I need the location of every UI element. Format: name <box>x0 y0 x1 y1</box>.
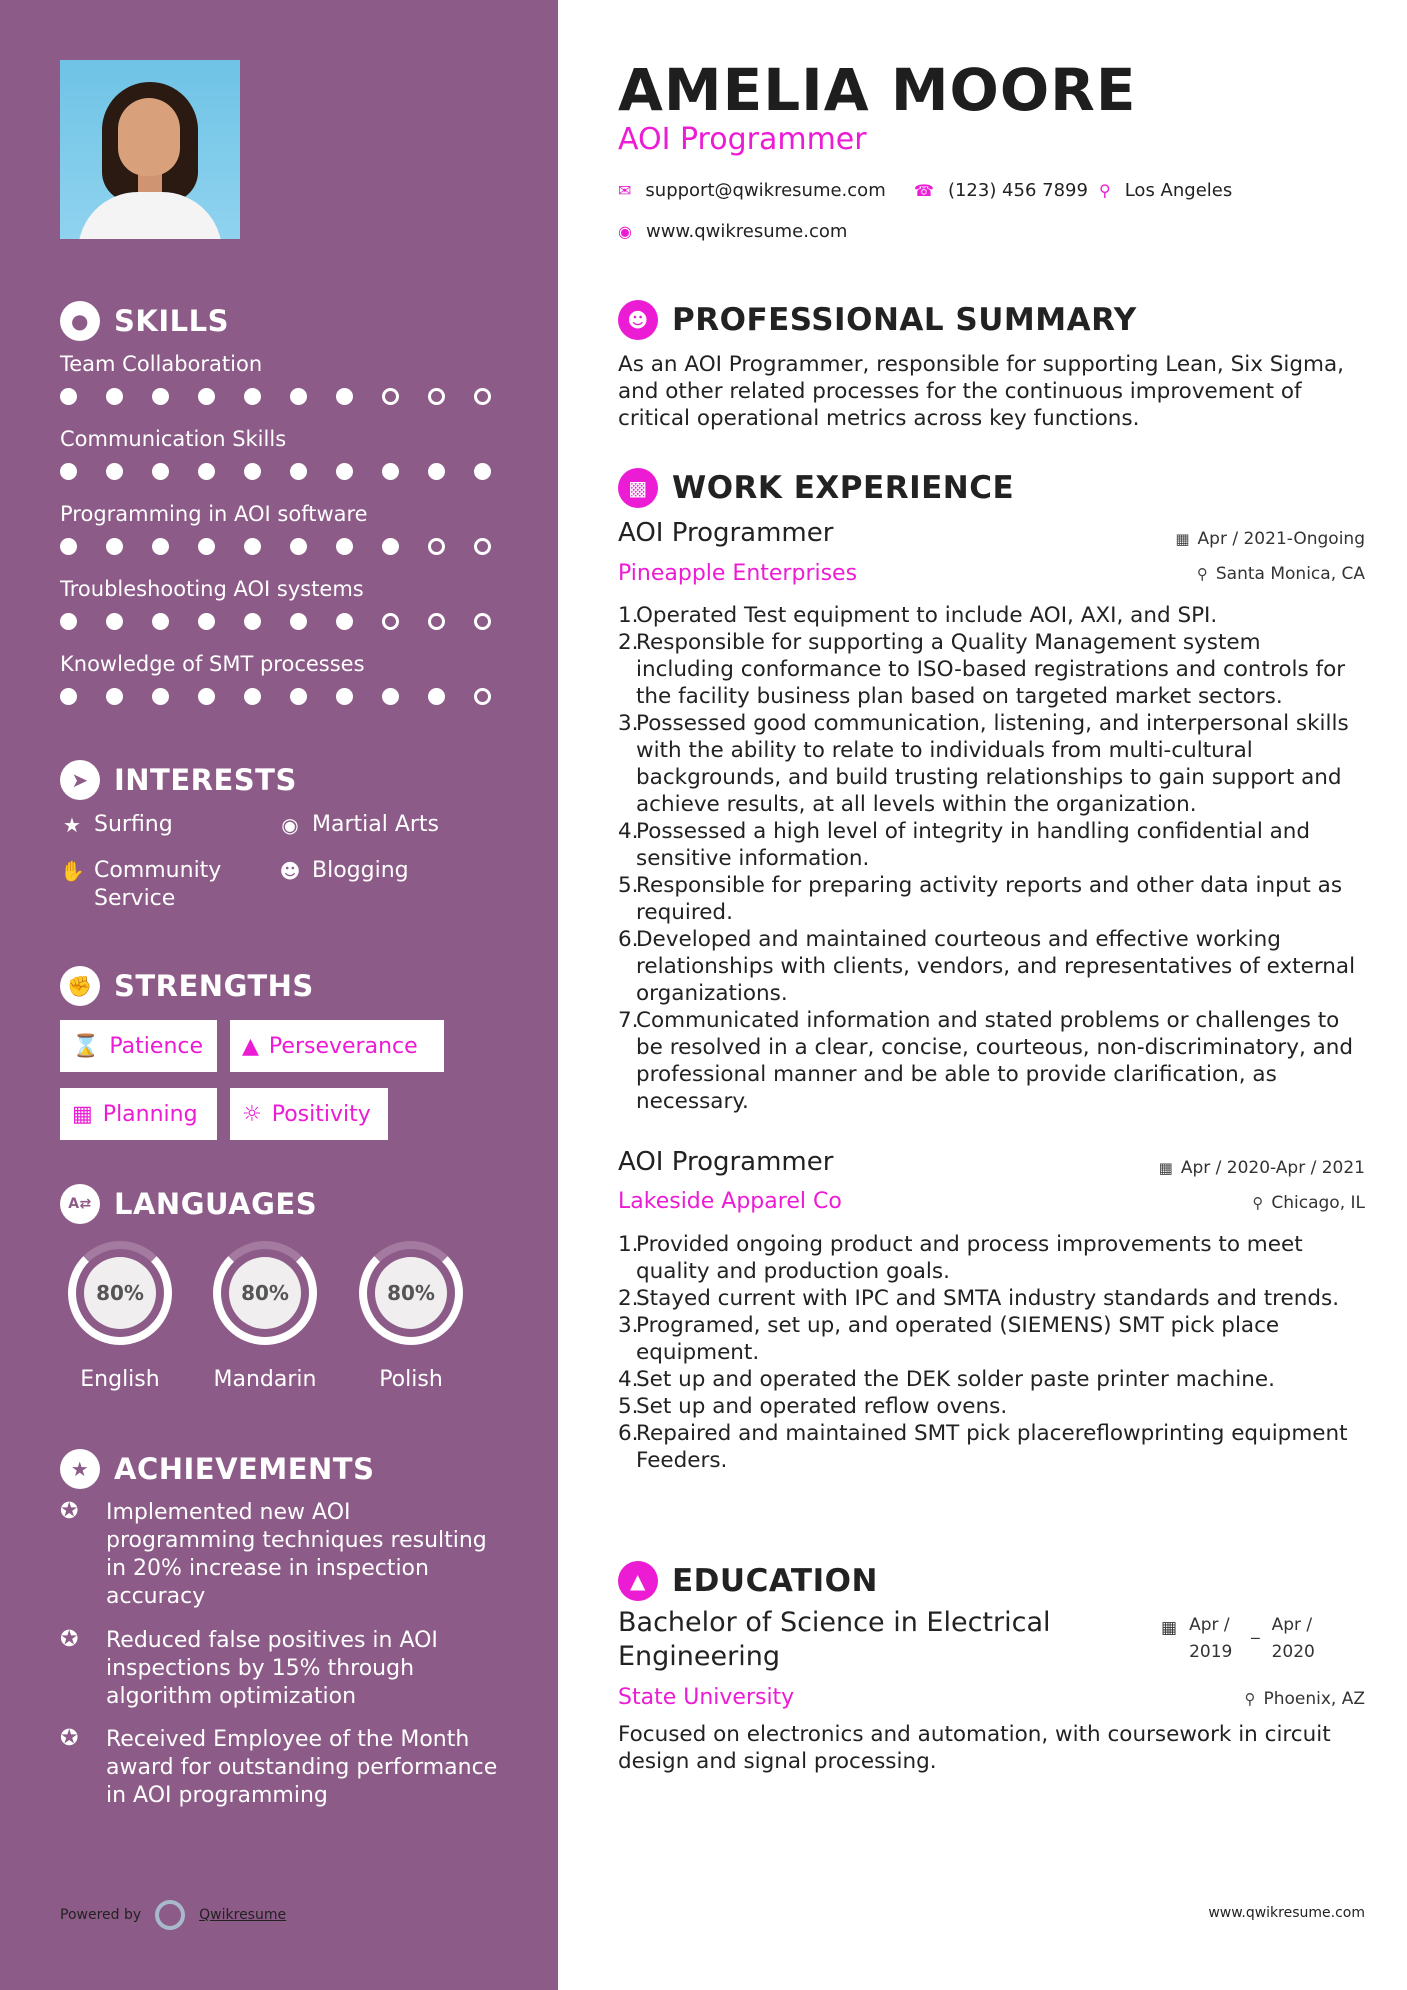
website-text: www.qwikresume.com <box>645 221 848 242</box>
job-location <box>1252 1193 1365 1213</box>
skill-row <box>60 652 500 705</box>
education-title: EDUCATION <box>672 1563 878 1599</box>
rating-dot <box>198 388 215 405</box>
summary-title: PROFESSIONAL SUMMARY <box>672 302 1137 338</box>
achievement-text: Reduced false positives in AOI inspections by 15% through algorithm optimization <box>106 1628 438 1709</box>
job-points <box>618 1231 1363 1474</box>
skill-row <box>60 427 500 480</box>
paper-plane-icon: ➤ <box>60 760 100 800</box>
point-number: 7. <box>618 1008 639 1033</box>
point-text: Provided ongoing product and process improvements to meet quality and production goals. <box>636 1232 1303 1284</box>
point-text: Programed, set up, and operated (SIEMENS) SMT pick place equipment. <box>636 1313 1280 1365</box>
powered-by-label: Powered by <box>60 1907 142 1923</box>
candidate-role: AOI Programmer <box>618 122 867 157</box>
job-point <box>618 1007 1363 1115</box>
point-number: 4. <box>618 1367 639 1392</box>
job-company: Pineapple Enterprises <box>618 561 858 586</box>
job-title: AOI Programmer <box>618 1147 834 1177</box>
user-icon: ☻ <box>618 300 658 340</box>
rating-dot <box>474 538 491 555</box>
strengths-title: STRENGTHS <box>114 969 314 1003</box>
rating-dot <box>60 463 77 480</box>
rating-dot <box>152 688 169 705</box>
strength-chip <box>230 1020 444 1072</box>
skills-title: SKILLS <box>114 304 229 338</box>
point-number: 2. <box>618 1286 639 1311</box>
job-title: AOI Programmer <box>618 518 834 548</box>
phone-icon: ☎ <box>914 181 934 200</box>
interest-item <box>278 857 409 885</box>
photo-shirt <box>78 192 222 239</box>
rating-dot <box>428 538 445 555</box>
rating-dot <box>106 538 123 555</box>
email-text: support@qwikresume.com <box>645 180 886 201</box>
skill-row <box>60 502 500 555</box>
lightbulb-icon: ● <box>60 301 100 341</box>
rating-dot <box>198 688 215 705</box>
job-point <box>618 872 1363 926</box>
calendar-icon: ▦ <box>1158 1159 1173 1177</box>
job-point <box>618 1366 1363 1393</box>
languages-title: LANGUAGES <box>114 1187 318 1221</box>
rating-dot <box>60 613 77 630</box>
rating-dot <box>336 388 353 405</box>
rating-dot <box>152 463 169 480</box>
main-content <box>558 0 1407 1990</box>
strength-chip <box>60 1088 217 1140</box>
point-text: Possessed good communication, listening, and interpersonal skills with the ability to relate to individuals from multi-cultural backgrounds, and build trusting relationships to gain support and achieve results, at all levels within the organization. <box>636 711 1349 817</box>
rating-dot <box>428 613 445 630</box>
rating-dot <box>474 688 491 705</box>
education-location-text: Phoenix, AZ <box>1263 1689 1365 1709</box>
skill-rating <box>60 463 500 480</box>
summary-heading <box>618 300 1137 340</box>
skill-name: Troubleshooting AOI systems <box>60 577 364 601</box>
rating-dot <box>244 613 261 630</box>
job-point <box>618 629 1363 710</box>
achievements-title: ACHIEVEMENTS <box>114 1452 375 1486</box>
point-number: 1. <box>618 1232 639 1257</box>
job-dates-text: Apr / 2020-Apr / 2021 <box>1180 1158 1365 1178</box>
road-icon: ▲ <box>242 1033 259 1059</box>
brand-link[interactable]: Qwikresume <box>199 1907 287 1923</box>
pushpin-icon: ⚲ <box>1244 1690 1256 1708</box>
point-text: Responsible for preparing activity reports and other data input as required. <box>636 873 1343 925</box>
users-icon: ☻ <box>279 859 301 883</box>
language-ring <box>60 1233 180 1353</box>
job-dates <box>1175 529 1365 549</box>
rating-dot <box>382 388 399 405</box>
job-dates-text: Apr / 2021-Ongoing <box>1197 529 1365 549</box>
rating-dot <box>106 463 123 480</box>
powered-by <box>60 1900 286 1930</box>
candidate-name: AMELIA MOORE <box>618 56 1137 124</box>
rating-dot <box>106 388 123 405</box>
sun-icon: ☼ <box>242 1101 262 1127</box>
language-name: English <box>80 1367 160 1392</box>
interest-label: Martial Arts <box>312 812 440 837</box>
rating-dot <box>336 538 353 555</box>
language-percent: 80% <box>375 1257 447 1329</box>
skill-rating <box>60 538 500 555</box>
rating-dot <box>152 538 169 555</box>
rating-dot <box>198 613 215 630</box>
skill-rating <box>60 613 500 630</box>
point-text: Repaired and maintained SMT pick placereflowprinting equipment Feeders. <box>636 1421 1348 1473</box>
interest-label: Community Service <box>94 858 222 911</box>
point-number: 3. <box>618 1313 639 1338</box>
job-point <box>618 1420 1363 1474</box>
rating-dot <box>290 688 307 705</box>
shooting-star-icon: ✪ <box>60 1499 79 1524</box>
pushpin-icon: ⚲ <box>1252 1194 1264 1212</box>
footer-url[interactable]: www.qwikresume.com <box>1208 1905 1365 1921</box>
point-text: Set up and operated the DEK solder paste printer machine. <box>636 1367 1275 1392</box>
rating-dot <box>428 388 445 405</box>
job-company: Lakeside Apparel Co <box>618 1189 842 1214</box>
skill-name: Communication Skills <box>60 427 287 451</box>
location-text: Los Angeles <box>1124 180 1233 201</box>
job-point <box>618 1285 1363 1312</box>
interest-label: Surfing <box>94 812 173 837</box>
rating-dot <box>336 463 353 480</box>
interest-item <box>278 811 439 839</box>
star-badge-icon: ★ <box>60 1449 100 1489</box>
calendar-icon: ▦ <box>72 1101 93 1127</box>
photo-face <box>118 98 180 176</box>
languages-heading <box>60 1184 317 1224</box>
degree-title: Bachelor of Science in Electrical Engineering <box>618 1607 1051 1672</box>
contact-phone[interactable] <box>914 180 1088 201</box>
globe-icon: ◉ <box>618 222 632 241</box>
job-point <box>618 602 1363 629</box>
map-pin-icon: ⚲ <box>1099 181 1111 200</box>
point-number: 6. <box>618 1421 639 1446</box>
rating-dot <box>198 463 215 480</box>
rating-dot <box>60 538 77 555</box>
rating-dot <box>382 463 399 480</box>
achievement-item <box>60 1627 500 1711</box>
phone-text: (123) 456 7899 <box>947 180 1088 201</box>
skill-row <box>60 352 500 405</box>
point-text: Developed and maintained courteous and effective working relationships with clients, vendors, and representatives of external organizations. <box>636 927 1356 1006</box>
rating-dot <box>244 463 261 480</box>
graduation-cap-icon: ▲ <box>618 1561 658 1601</box>
language-item <box>351 1233 471 1392</box>
skill-row <box>60 577 500 630</box>
rating-dot <box>244 538 261 555</box>
interest-item <box>60 857 260 913</box>
globe-icon: ◉ <box>281 813 299 837</box>
skill-name: Programming in AOI software <box>60 502 368 526</box>
rating-dot <box>290 613 307 630</box>
job-point <box>618 1393 1363 1420</box>
summary-text: As an AOI Programmer, responsible for supporting Lean, Six Sigma, and other related processes for the continuous improvement of critical operational metrics across key functions. <box>618 352 1345 431</box>
rating-dot <box>474 463 491 480</box>
rating-dot <box>106 613 123 630</box>
point-number: 5. <box>618 873 639 898</box>
skills-heading <box>60 301 229 341</box>
rating-dot <box>290 463 307 480</box>
achievement-item <box>60 1499 500 1611</box>
shooting-star-icon: ✪ <box>60 1726 79 1751</box>
profile-photo <box>60 60 240 239</box>
point-number: 5. <box>618 1394 639 1419</box>
point-number: 2. <box>618 630 639 655</box>
education-location <box>1244 1689 1365 1709</box>
rating-dot <box>428 688 445 705</box>
point-text: Stayed current with IPC and SMTA industry standards and trends. <box>636 1286 1340 1311</box>
date-separator: _ <box>1251 1620 1260 1640</box>
sidebar <box>0 0 558 1990</box>
point-number: 1. <box>618 603 639 628</box>
rating-dot <box>474 388 491 405</box>
skill-name: Team Collaboration <box>60 352 263 376</box>
point-number: 6. <box>618 927 639 952</box>
rating-dot <box>336 688 353 705</box>
school-name: State University <box>618 1685 795 1710</box>
skill-rating <box>60 688 500 705</box>
interest-label: Blogging <box>312 858 409 883</box>
point-text: Operated Test equipment to include AOI, AXI, and SPI. <box>636 603 1218 628</box>
point-text: Set up and operated reflow ovens. <box>636 1394 1008 1419</box>
rating-dot <box>244 688 261 705</box>
language-percent: 80% <box>229 1257 301 1329</box>
rating-dot <box>382 688 399 705</box>
contact-location <box>1099 180 1232 201</box>
shooting-star-icon: ✪ <box>60 1627 79 1652</box>
rating-dot <box>336 613 353 630</box>
rating-dot <box>428 463 445 480</box>
strength-chip <box>230 1088 388 1140</box>
job-point <box>618 818 1363 872</box>
job-point <box>618 1231 1363 1285</box>
calendar-icon: ▦ <box>1175 530 1190 548</box>
experience-title: WORK EXPERIENCE <box>672 470 1015 506</box>
point-text: Communicated information and stated problems or challenges to be resolved in a clear, concise, courteous, non-discriminatory, and professional manner and be able to provide clarification, as necessary. <box>636 1008 1354 1114</box>
point-text: Possessed a high level of integrity in handling confidential and sensitive information. <box>636 819 1311 871</box>
language-ring <box>205 1233 325 1353</box>
strength-label: Perseverance <box>268 1033 418 1059</box>
rating-dot <box>106 688 123 705</box>
rating-dot <box>290 388 307 405</box>
point-number: 4. <box>618 819 639 844</box>
strength-label: Planning <box>102 1101 198 1127</box>
rating-dot <box>152 613 169 630</box>
rating-dot <box>60 388 77 405</box>
experience-heading <box>618 468 1014 508</box>
interests-heading <box>60 760 297 800</box>
education-heading <box>618 1561 878 1601</box>
language-item <box>205 1233 325 1392</box>
job-dates <box>1159 1158 1365 1178</box>
rating-dot <box>60 688 77 705</box>
rating-dot <box>244 388 261 405</box>
interests-title: INTERESTS <box>114 763 297 797</box>
achievement-text: Implemented new AOI programming techniques resulting in 20% increase in inspection accuracy <box>106 1500 487 1609</box>
rating-dot <box>290 538 307 555</box>
rating-dot <box>474 613 491 630</box>
interest-item <box>60 811 173 839</box>
job-point <box>618 710 1363 818</box>
education-description: Focused on electronics and automation, with coursework in circuit design and signal processing. <box>618 1722 1331 1774</box>
hand-icon: ✋ <box>60 859 85 883</box>
skill-name: Knowledge of SMT processes <box>60 652 365 676</box>
strength-label: Positivity <box>271 1101 371 1127</box>
education-dates <box>1161 1612 1322 1666</box>
rating-dot <box>152 388 169 405</box>
qwikresume-logo-icon <box>155 1900 185 1930</box>
job-location-text: Chicago, IL <box>1271 1193 1365 1213</box>
job-point <box>618 1312 1363 1366</box>
achievement-item <box>60 1726 500 1810</box>
contact-website[interactable] <box>618 221 847 242</box>
star-icon: ★ <box>63 813 81 837</box>
language-name: Polish <box>379 1367 443 1392</box>
strengths-heading <box>60 966 314 1006</box>
education-start: Apr / 2019 <box>1189 1615 1233 1662</box>
calendar-icon: ▦ <box>1161 1618 1178 1638</box>
rating-dot <box>198 538 215 555</box>
hourglass-icon: ⌛ <box>72 1033 100 1059</box>
job-point <box>618 926 1363 1007</box>
language-percent: 80% <box>84 1257 156 1329</box>
translate-icon: A⇄ <box>60 1184 100 1224</box>
education-end: Apr / 2020 <box>1271 1615 1315 1662</box>
language-item <box>60 1233 180 1392</box>
skill-rating <box>60 388 500 405</box>
language-name: Mandarin <box>213 1367 317 1392</box>
strength-chip <box>60 1020 217 1072</box>
pushpin-icon: ⚲ <box>1196 565 1208 583</box>
point-text: Responsible for supporting a Quality Management system including conformance to ISO-based registrations and controls for the facility business plan based on targeted market sectors. <box>636 630 1346 709</box>
strength-label: Patience <box>109 1033 204 1059</box>
contact-email[interactable] <box>618 180 886 201</box>
job-points <box>618 602 1363 1115</box>
briefcase-icon: ▩ <box>618 468 658 508</box>
language-ring <box>351 1233 471 1353</box>
envelope-icon: ✉ <box>618 181 632 200</box>
point-number: 3. <box>618 711 639 736</box>
rating-dot <box>382 613 399 630</box>
rating-dot <box>382 538 399 555</box>
fist-icon: ✊ <box>60 966 100 1006</box>
job-location-text: Santa Monica, CA <box>1215 564 1365 584</box>
job-location <box>1197 564 1365 584</box>
achievements-heading <box>60 1449 374 1489</box>
achievement-text: Received Employee of the Month award for outstanding performance in AOI programming <box>106 1727 498 1808</box>
